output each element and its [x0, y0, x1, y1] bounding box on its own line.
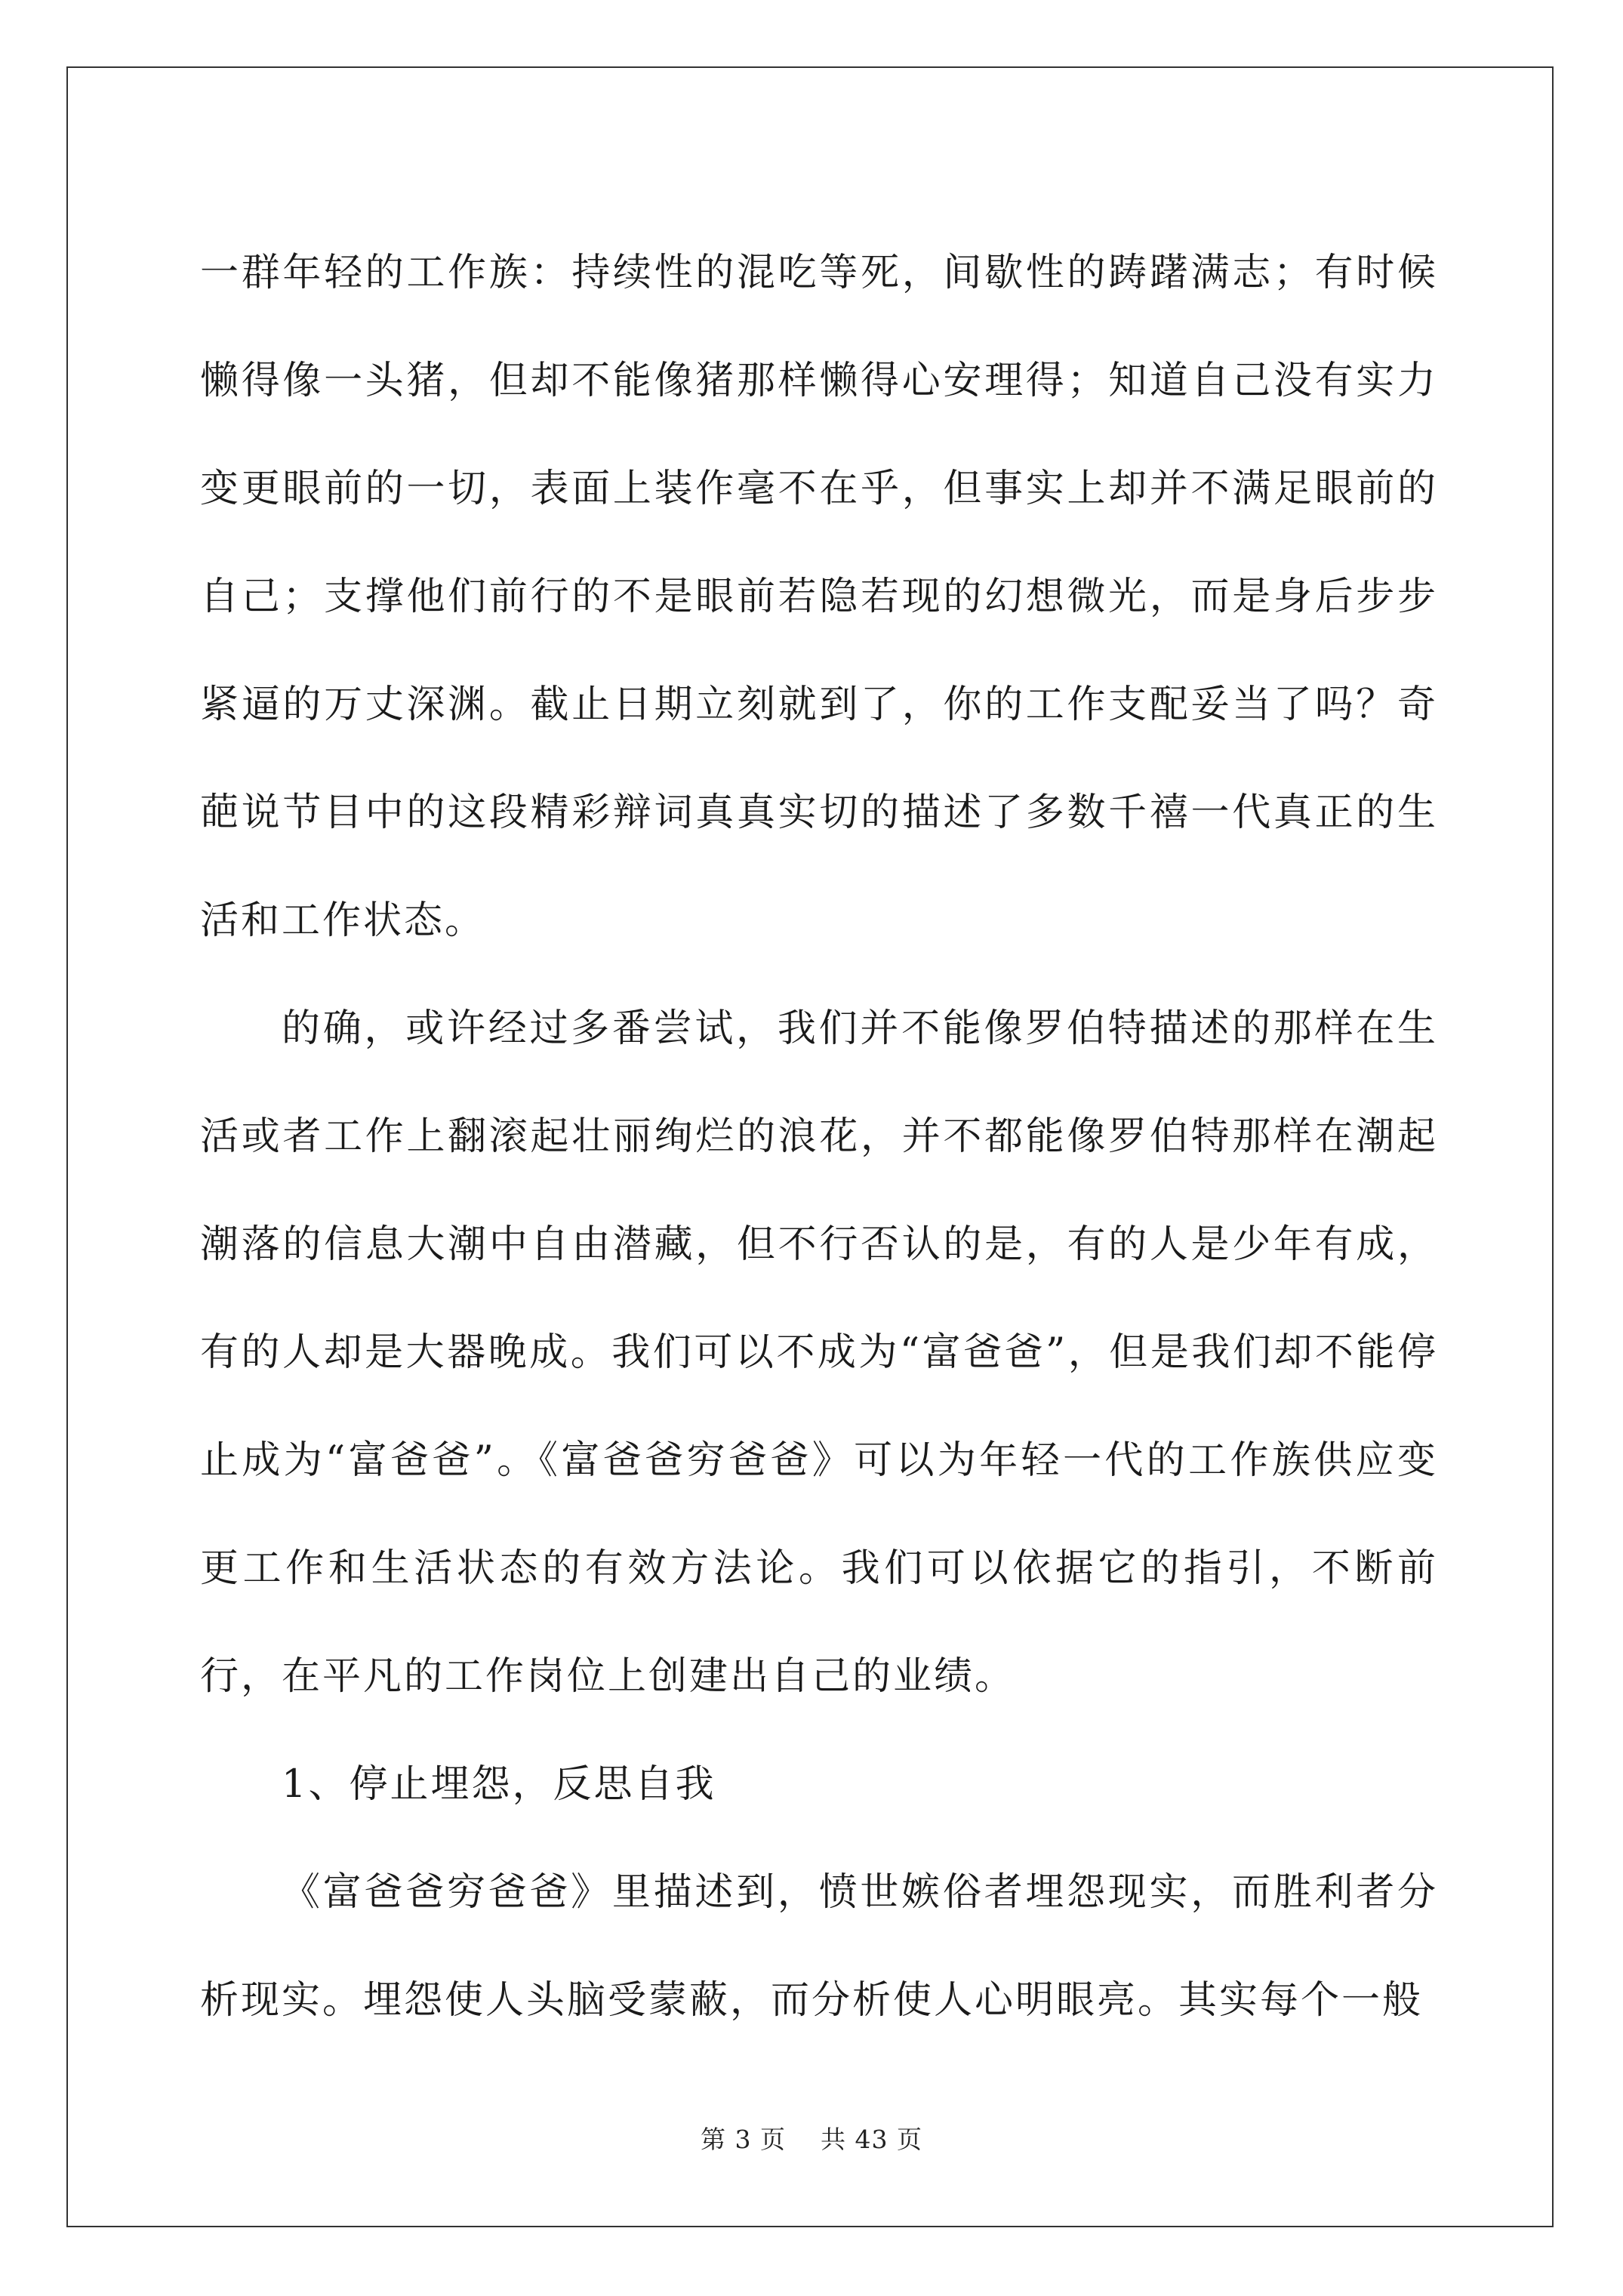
page-number: 第 3 页 — [701, 2125, 787, 2154]
document-body — [200, 219, 1438, 2054]
paragraph-section-1: 《富爸爸穷爸爸》里描述到，愤世嫉俗者埋怨现实，而胜利者分析现实。埋怨使人头脑受蒙蔽，而分析使人心明眼亮。其实每个一般 — [200, 1870, 1438, 2023]
paragraph-intro: 一群年轻的工作族：持续性的混吃等死，间歇性的踌躇满志；有时候懒得像一头猪，但却不能像猪那样懒得心安理得；知道自己没有实力变更眼前的一切，表面上装作毫不在乎，但事实上却并不满足眼前的自己；支撑他们前行的不是眼前若隐若现的幻想微光，而是身后步步紧逼的万丈深渊。截止日期立刻就到了，你的工作支配妥当了吗？奇葩说节目中的这段精彩辩词真真实切的描述了多数千禧一代真正的生活和工作状态。 — [200, 251, 1438, 943]
paragraph-reflection: 的确，或许经过多番尝试，我们并不能像罗伯特描述的那样在生活或者工作上翻滚起壮丽绚烂的浪花，并不都能像罗伯特那样在潮起潮落的信息大潮中自由潜藏，但不行否认的是，有的人是少年有成，有的人却是大器晚成。我们可以不成为“富爸爸”，但是我们却不能停止成为“富爸爸”。《富爸爸穷爸爸》可以为年轻一代的工作族供应变更工作和生活状态的有效方法论。我们可以依据它的指引，不断前行，在平凡的工作岗位上创建出自己的业绩。 — [200, 1006, 1438, 1699]
page-total: 共 43 页 — [820, 2125, 922, 2154]
section-heading: 1、停止埋怨，反思自我 — [282, 1762, 716, 1807]
page-footer — [0, 2120, 1623, 2156]
